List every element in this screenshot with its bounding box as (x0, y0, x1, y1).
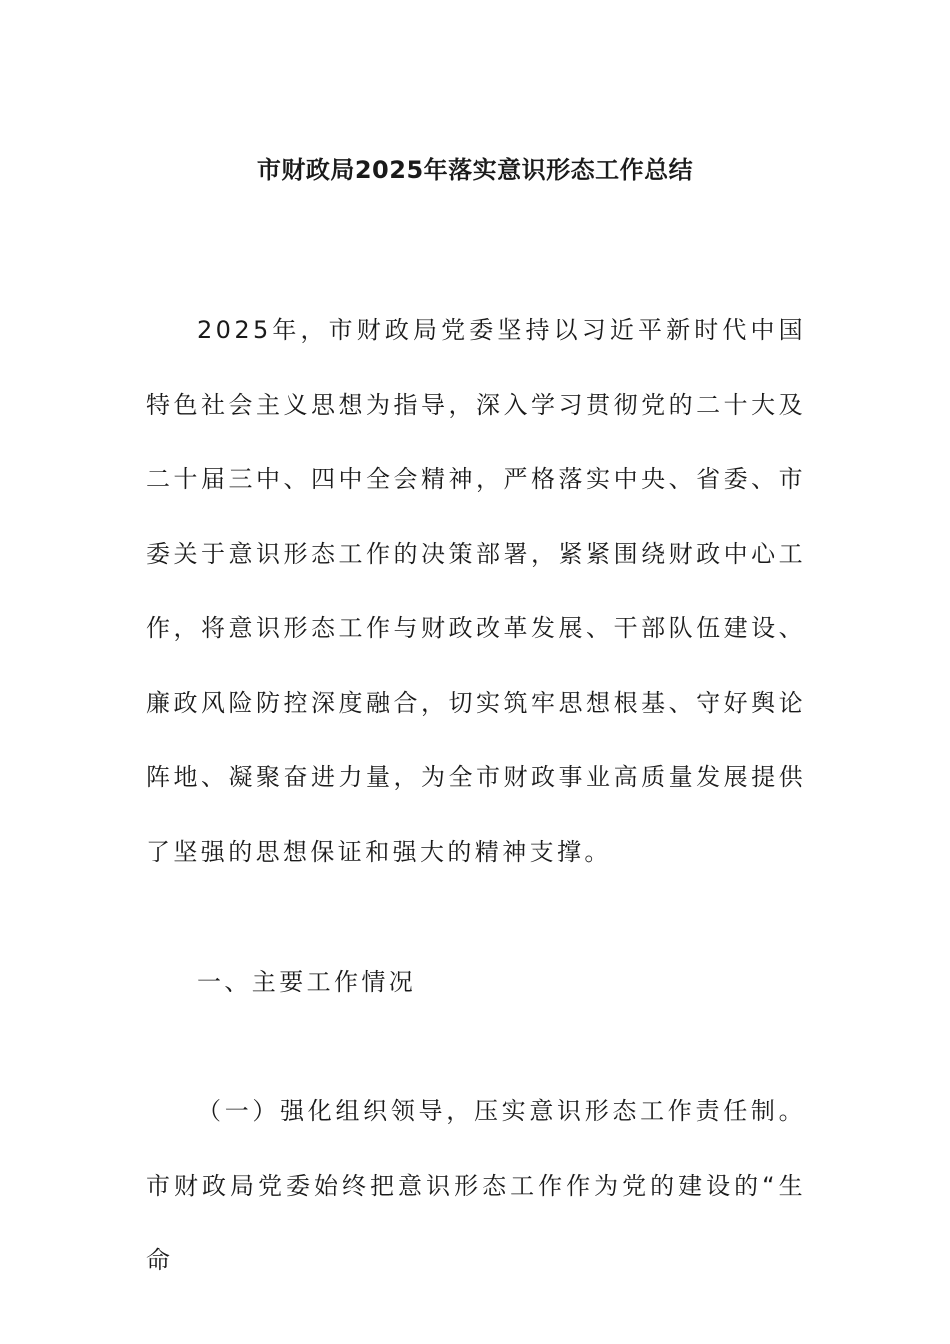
section-heading: 一、主要工作情况 (197, 968, 417, 996)
intro-paragraph: 2025年，市财政局党委坚持以习近平新时代中国特色社会主义思想为指导，深入学习贯彻党的二十大及二十届三中、四中全会精神，严格落实中央、省委、市委关于意识形态工作的决策部署，紧紧围绕财政中心工作，将意识形态工作与财政改革发展、干部队伍建设、廉政风险防控深度融合，切实筑牢思想根基、守好舆论阵地、凝聚奋进力量，为全市财政事业高质量发展提供了坚强的思想保证和强大的精神支撑。 (146, 316, 806, 866)
section-paragraph: （一）强化组织领导，压实意识形态工作责任制。市财政局党委始终把意识形态工作作为党的建设的“生命 (146, 1097, 806, 1274)
document-title: 市财政局2025年落实意识形态工作总结 (256, 156, 694, 184)
